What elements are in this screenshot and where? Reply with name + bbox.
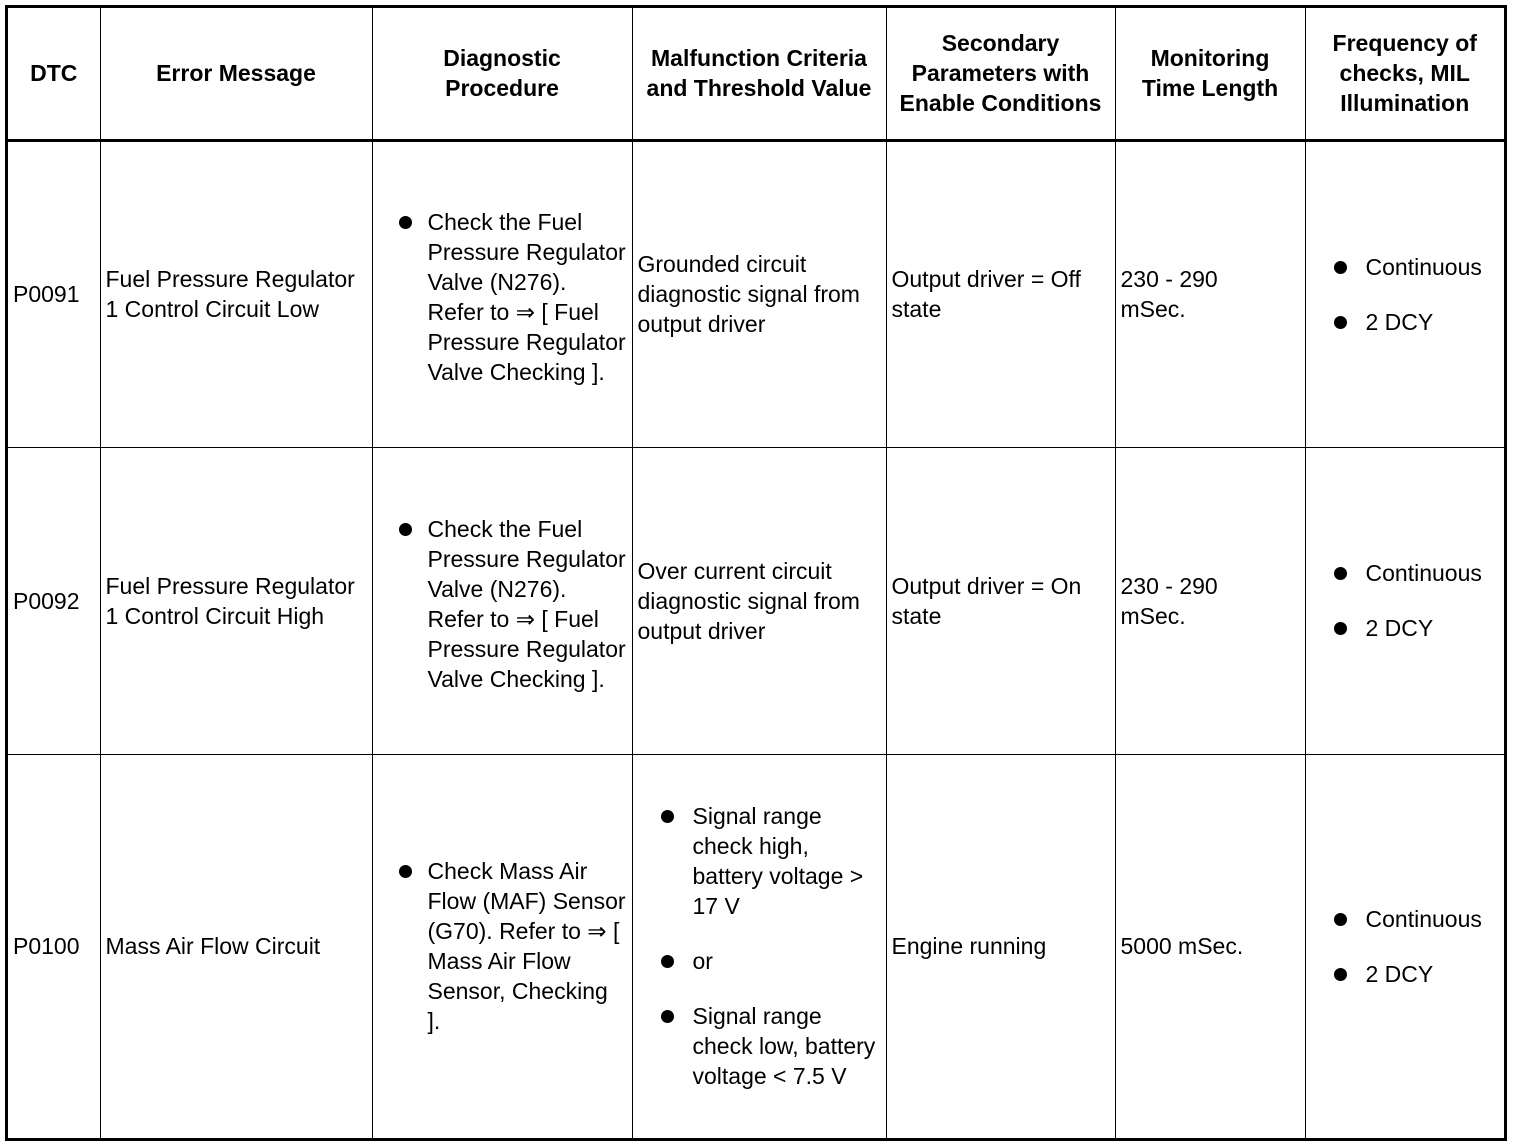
frequency-item: 2 DCY: [1311, 307, 1500, 337]
monitoring-time-text: 230 - 290 mSec.: [1120, 266, 1218, 322]
frequency-item: Continuous: [1311, 904, 1500, 934]
diagnostic-procedure: [372, 754, 632, 1138]
malfunction-criteria: Grounded circuit diagnostic signal from output driver: [632, 140, 886, 447]
procedure-item: Check the Fuel Pressure Regulator Valve (N276). Refer to ⇒ [ Fuel Pressure Regulator Valve Checking ].: [378, 514, 627, 694]
dtc-code: P0092: [8, 447, 100, 754]
header-dtc: DTC: [8, 8, 100, 140]
header-monitoring-time-text: Monitoring Time Length: [1141, 45, 1279, 102]
header-secondary-parameters-text: Secondary Parameters with Enable Conditions: [899, 30, 1102, 117]
header-secondary-parameters: [886, 8, 1115, 140]
frequency: [1305, 447, 1504, 754]
diagnostic-procedure: [372, 140, 632, 447]
monitoring-time: [1115, 140, 1305, 447]
frequency-item: 2 DCY: [1311, 613, 1500, 643]
frequency-list: [1311, 904, 1500, 989]
dtc-code: P0091: [8, 140, 100, 447]
frequency-list: [1311, 558, 1500, 643]
monitoring-time-text: 230 - 290 mSec.: [1120, 572, 1218, 629]
criteria-list: [638, 801, 881, 1091]
secondary-parameters: Output driver = On state: [886, 447, 1115, 754]
procedure-list: [378, 856, 627, 1036]
error-message: Fuel Pressure Regulator 1 Control Circuit High: [100, 447, 372, 754]
secondary-parameters: Output driver = Off state: [886, 140, 1115, 447]
frequency-item: Continuous: [1311, 558, 1500, 588]
frequency-item: 2 DCY: [1311, 959, 1500, 989]
header-row: [8, 8, 1504, 140]
header-malfunction-criteria: [632, 8, 886, 140]
table-row: [8, 754, 1504, 1138]
table-row: [8, 447, 1504, 754]
header-diagnostic-procedure-text: Diagnostic Procedure: [443, 45, 561, 102]
header-frequency: [1305, 8, 1504, 140]
monitoring-time: 5000 mSec.: [1115, 754, 1305, 1138]
secondary-parameters: Engine running: [886, 754, 1115, 1138]
monitoring-time: [1115, 447, 1305, 754]
malfunction-criteria: Over current circuit diagnostic signal from output driver: [632, 447, 886, 754]
procedure-list: [378, 514, 627, 694]
header-diagnostic-procedure: [372, 8, 632, 140]
error-message: Mass Air Flow Circuit: [100, 754, 372, 1138]
header-error-message: Error Message: [100, 8, 372, 140]
procedure-list: [378, 207, 627, 387]
header-monitoring-time: [1115, 8, 1305, 140]
diagnostic-procedure: [372, 447, 632, 754]
frequency: [1305, 754, 1504, 1138]
criteria-item: or: [638, 946, 881, 976]
table-row: [8, 140, 1504, 447]
frequency-list: [1311, 252, 1500, 337]
malfunction-criteria: [632, 754, 886, 1138]
criteria-item: Signal range check low, battery voltage < 7.5 V: [638, 1001, 881, 1091]
dtc-table: [8, 8, 1504, 1138]
dtc-code: P0100: [8, 754, 100, 1138]
criteria-item: Signal range check high, battery voltage > 17 V: [638, 801, 881, 921]
procedure-item: Check the Fuel Pressure Regulator Valve (N276). Refer to ⇒ [ Fuel Pressure Regulator Valve Checking ].: [378, 207, 627, 387]
frequency-item: Continuous: [1311, 252, 1500, 282]
frequency: [1305, 140, 1504, 447]
error-message: Fuel Pressure Regulator 1 Control Circuit Low: [100, 140, 372, 447]
header-malfunction-criteria-text: Malfunction Criteria and Threshold Value: [646, 45, 872, 102]
procedure-item: Check Mass Air Flow (MAF) Sensor (G70). Refer to ⇒ [ Mass Air Flow Sensor, Checking ].: [378, 856, 627, 1036]
dtc-table-frame: [5, 5, 1507, 1141]
header-frequency-text: Frequency of checks, MIL Illumination: [1332, 30, 1477, 117]
